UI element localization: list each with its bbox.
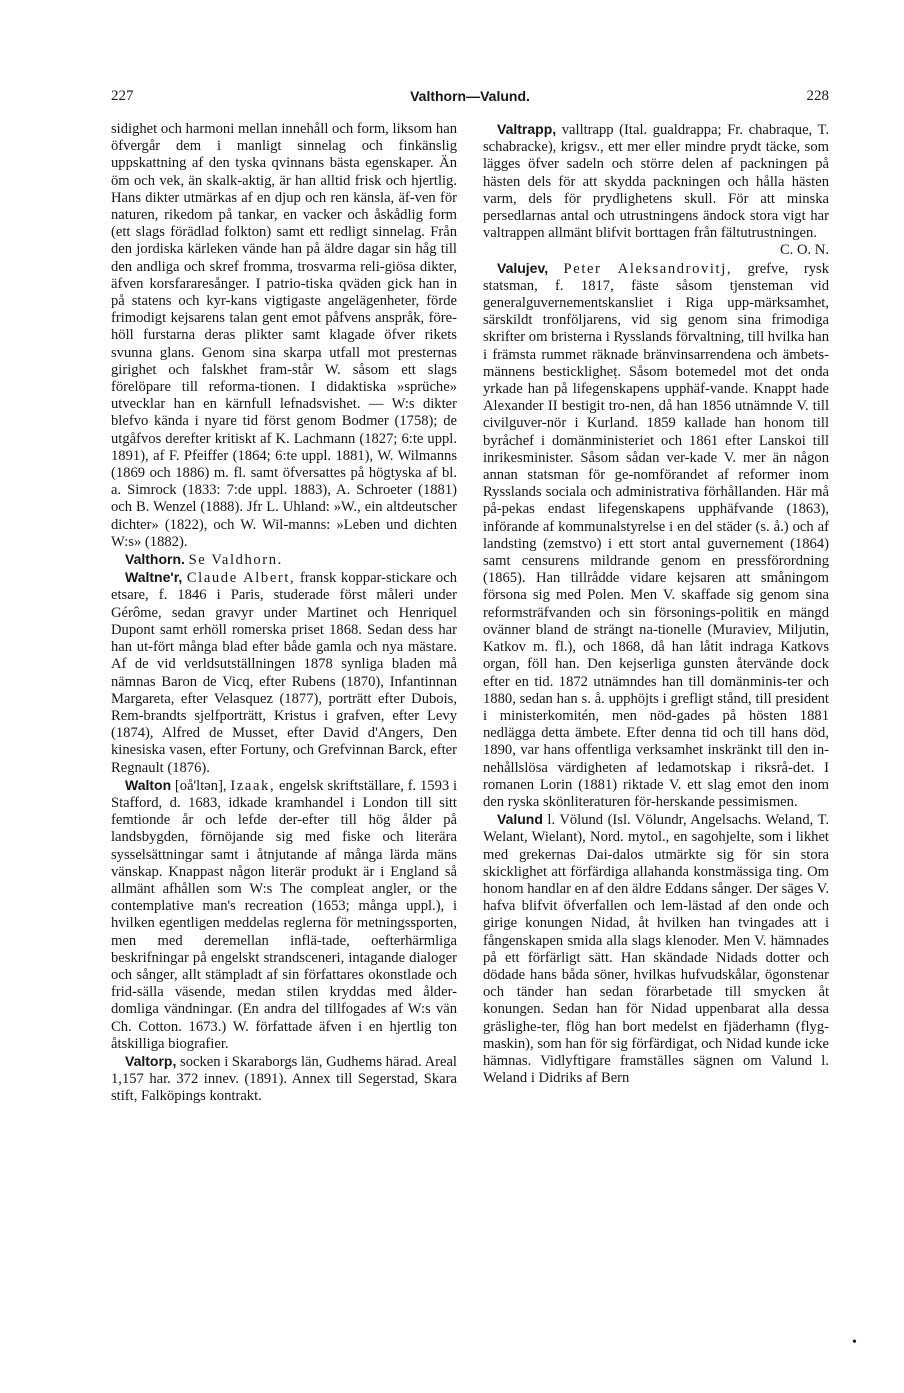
entry-headword: Walton <box>125 776 172 793</box>
entry-name: Izaak, <box>230 777 276 794</box>
entry-waltner <box>111 569 457 776</box>
stray-mark: • <box>852 1335 857 1350</box>
entry-text: l. Völund (Isl. Völundr, Angelsachs. Weland, T. Welant, Wielant), Nord. mytol., en sagohjelte, som i likhet med grekernas Dai-dalos utmärkte sig för sin stora skicklighet att förfärdiga allahanda konstmässiga ting. Om honom handlar en af den äldre Eddans sånger. Der säges V. hafva blifvit öfverfallen och lem-lästad af den onde och girige konungen Nidad, åt hvilken han tvingades att i fångenskapen smida alla slags klenoder. Men V. hämnades på ett förfärligt sätt. Han skändade Nidads dotter och dödade hans båda söner, hvilkas hufvudskålar, ögonstenar och tänder han sedan förarbetade till smycken åt konungen. Sedan han för Nidad uppenbarat alla dessa gräslighe-ter, flög han bort medelst en fjäderhamn (flyg-maskin), som han för sig förfärdigat, och Nidad kunde icke hämnas. Vidlyftigare framställes sägnen om Valund l. Weland i Didriks af Bern <box>483 812 829 1087</box>
entry-headword: Waltne'r, <box>125 569 183 586</box>
entry-headword: Valtorp, <box>125 1052 177 1069</box>
entry-text: grefve, rysk statsman, f. 1817, fäste såsom tjensteman vid generalguvernementskansliet i Riga upp-märksamhet, särskildt tronföljarens, vid sig genom sina frimodiga skrifter om bristerna i Rysslands förvaltning, till hvilka han i främsta rummet räknade bränvinsarrendena och ämbets-männens bestickligheṭ. Såsom botemedel mot det onda yrkade han på lifegenskapens upphäf-vande. Knappt hade Alexander II bestigit tro-nen, då han 1856 utnämnde V. till civilguver-nör i Kurland. 1859 kallade han honom till byråchef i domänministeriet och 1861 efter Lanskoi till inrikesminister. Såsom sådan ver-kade V. mer än någon annan statsman för ge-nomförandet af reformer inom Rysslands sociala och administrativa förhållanden. Här må på-pekas endast lifegenskapens upphäfvande (1863), införande af kommunalstyrelse i en del städer (s. å.) och af landsting (zemstvo) i ett stort antal guvernement (1864) samt censurens mildrande genom en pressförordning (1865). Han tillrådde vidare kejsaren att småningom försona sig med Polen. Men V. skaffade sig genom sina reformsträfvanden och sin försonings-politik en mängd ovänner bland de strängt na-tionelle (Muraviev, Miljutin, Katkov m. fl.), och 1868, då han låtit indraga Katkovs organ, föll han. Den kejserliga gunsten återvände dock efter en tid. 1872 utnämndes han till domänminis-ter och 1880, sedan han s. å. upphöjts i grefligt stånd, till president i ministerkomitén, men nöd-gades på hösten 1881 nedlägga detta ämbete. Efter denna tid och till hans död, 1890, var hans offentliga verksamhet inskränkt till den in-nehållslösa värdigheten af ledamotskap i riksrå-det. I romanen Lorin (1881) riktade V. ett slag emot den inom den ryska skönliteraturen för-herskande pessimismen. <box>483 260 829 810</box>
entry-valtrapp <box>483 121 829 260</box>
author-signature: C. O. N. <box>779 242 829 259</box>
entry-text: engelsk skriftställare, f. 1593 i Stafford, d. 1683, idkade kramhandel i London till sitt femtionde år och lefde der-efter till hög ålder på landsbygden, förnöjande sig med fiske och literära sysselsättningar samt i åtnjutande af många lärda mäns vänskap. Knappast någon literär produkt är i England så allmänt afhållen som W:s The compleat angler, or the contemplative man's recreation (1653; många uppl.), i hvilken egentligen meddelas reglerna för metningssporten, men med deremellan inflä-tade, oefterhärmliga beskrifningar på engelskt strandsceneri, intagande dialoger och sånger, allt stämpladt af sin författares okonstlade och frid-sälla väsende, medan stilen kryddas med ålder-domliga vändningar. (En andra del tillfogades af W:s vän Ch. Cotton. 1673.) W. författade äfven i en hjertlig ton åtskilliga biografier. <box>111 777 457 1052</box>
page-header <box>111 88 829 110</box>
entry-text: Se Valdhorn. <box>188 552 283 569</box>
left-column <box>111 121 457 1281</box>
entry-text: fransk koppar-stickare och etsare, f. 1846 i Paris, studerade först måleri under Gérôme, sedan gravyr under Martinet och Henriquel Dupont samt erhöll romerska priset 1868. Sedan dess har han ut-fört många blad efter både gamla och nya mästare. Af de vid verldsutställningen 1878 synliga bladen må nämnas Baron de Vicq, efter Rubens (1870), Infantinnan Margareta, efter Velasquez (1877), porträtt efter Dubois, Rem-brandts sjelfporträtt, Kristus i grafven, efter Levy (1874), Alfred de Musset, efter David d'Angers, Den kinesiska vasen, efter Fortuny, och Grefvinnan Barck, efter Regnault (1876). <box>111 570 458 776</box>
page-number-left: 227 <box>111 88 134 104</box>
entry-walton <box>111 777 457 1053</box>
entry-headword: Valtrapp, <box>497 121 557 137</box>
entry-name: Peter Aleksandrovitj, <box>563 260 733 277</box>
entry-headword: Valthorn. <box>125 551 185 568</box>
entry-valund <box>483 811 829 1087</box>
entry-valthorn <box>111 551 457 569</box>
entry-pronunciation: [oå'ltən], <box>174 777 227 794</box>
entry-headword: Valund <box>497 811 543 828</box>
entry-text: socken i Skaraborgs län, Gudhems härad. Areal 1,157 har. 372 innev. (1891). Annex till Segerstad, Skara stift, Falköpings kontrakt. <box>111 1053 457 1105</box>
entry-valtorp <box>111 1053 457 1106</box>
entry-headword: Valujev, <box>497 259 549 276</box>
right-column <box>483 121 829 1281</box>
entry-text: valltrapp (Ital. gualdrappa; Fr. chabraque, T. schabracke), krigsv., ett mer eller mindre prydt täcke, som lägges öfver sadeln och större delen af packningen på hästen dels för att skydda packningen och hålla hästen varm, dels för prydlighetens skull. För att minska persedlarnas antal och utrustningens ändock stora vigt har valtrappen allmänt blifvit borttagen från fältutrustningen. <box>483 122 830 242</box>
entry-name: Claude Albert, <box>186 570 296 587</box>
running-title: Valthorn—Valund. <box>410 88 530 104</box>
page-number-right: 228 <box>806 88 829 104</box>
entry-valujev <box>483 260 829 812</box>
continuation-paragraph: sidighet och harmoni mellan innehåll och form, liksom han öfvergår dem i manligt sinnelag och finkänslig uppskattning af den tyska qvinnans bästa egenskaper. Än öm och vek, än skalk-aktig, är han alltid frisk och hjertlig. Hans dikter utmärkas af en djup och ren känsla, äf-ven för naturen, rikedom på tankar, en vacker och åskådlig form (ett slags förädlad folkton) samt ett redligt sinnelag. Från den jordiska kärleken vände han på äldre dagar sin håg till den andliga och skref fromma, trosvarma reli-giösa dikter, äfven korsfararesånger. I patrio-tiska qväden gick han in på statens och kyr-kans vigtigaste angelägenheter, förde frimodigt kejsarens talan gent emot påfvens anspråk, före-höll furstarna deras plikter samt klagade öfver rikets svunna glans. Genom sina skarpa utfall mot presternas girighet och falskhet fram-står W. såsom ett slags förelöpare till reforma-tionen. I didaktiska »sprüche» utvecklar han en kärnfull lefnadsvishet. — W:s dikter blefvo kända i nyare tid först genom Bodmer (1758); de utgåfvos derefter kritiskt af K. Lachmann (1827; 6:te uppl. 1891), af F. Pfeiffer (1864; 6:te uppl. 1881), W. Wilmanns (1869 och 1886) m. fl. samt öfversattes på högtyska af bl. a. Simrock (1833: 7:de uppl. 1883), A. Schroeter (1881) och B. Wenzel (1888). Jfr L. Uhland: »W., ein altdeutscher dichter» (1822), och W. Wil-manns: »Leben und dichten W:s» (1882). <box>111 121 457 550</box>
